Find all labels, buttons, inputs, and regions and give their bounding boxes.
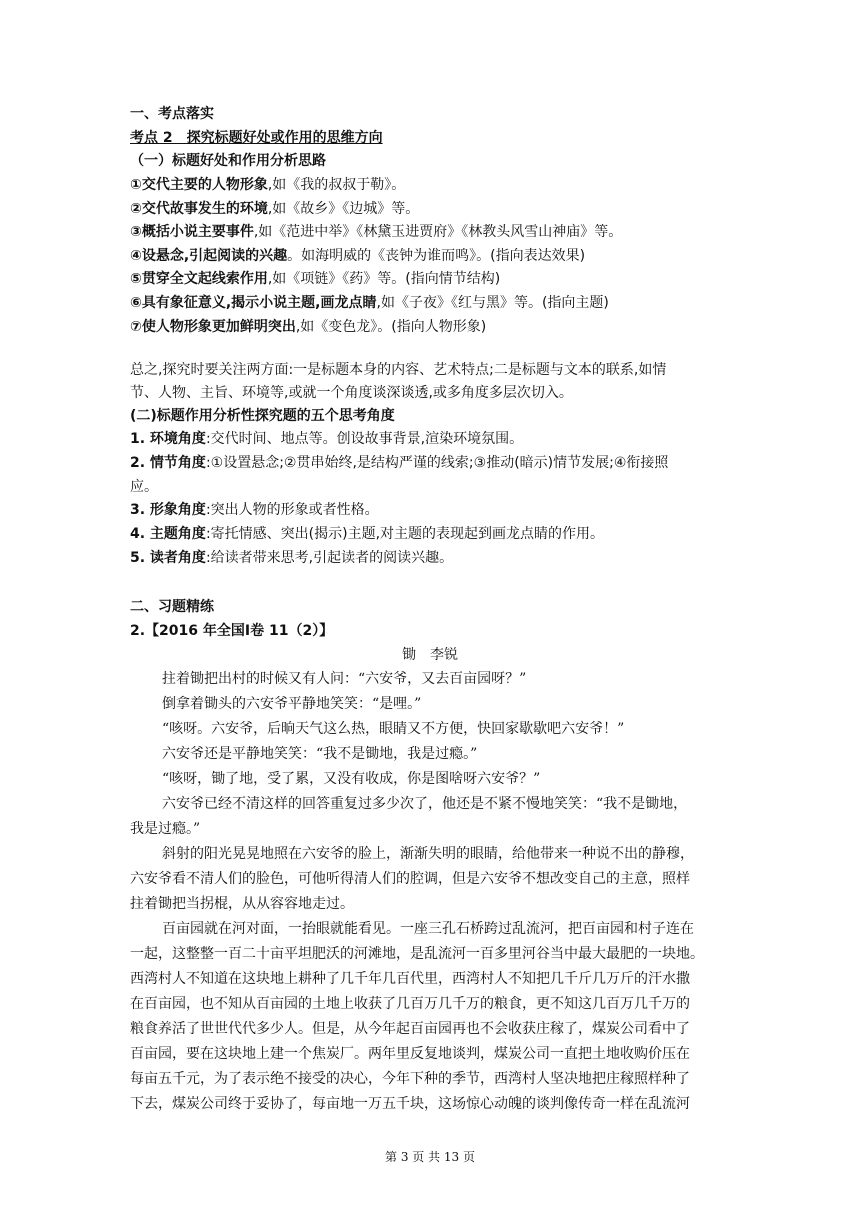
story-line: 倒拿着锄头的六安爷平静地笑笑：“是哩。” (162, 696, 422, 712)
angle-item-text: :突出人物的形象或者性格。 (205, 502, 379, 519)
analysis-item-6 (130, 292, 609, 315)
section-heading-1: 一、考点落实 (130, 106, 214, 122)
subheading-2: (二)标题作用分析性探究题的五个思考角度 (130, 408, 395, 424)
story-line: 在百亩园，也不知从百亩园的土地上收获了几百万几千万的粮食，更不知这几百万几千万的 (130, 996, 690, 1012)
analysis-item-7 (130, 316, 486, 339)
story-line: 六安爷还是平静地笑笑：“我不是锄地，我是过瘾。” (162, 746, 478, 762)
subheading-1: （一）标题好处和作用分析思路 (130, 153, 326, 169)
angle-item-6 (130, 547, 453, 570)
analysis-item-text: ,如《范进中举》《林黛玉进贾府》《林教头风雪山神庙》等。 (253, 224, 623, 241)
analysis-item-text: ,如《变色龙》。(指向人物形象) (295, 318, 487, 335)
story-line: 六安爷已经不清这样的回答重复过多少次了，他还是不紧不慢地笑笑：“我不是锄地， (162, 796, 688, 812)
analysis-item-text: ,如《子夜》《红与黑》等。(指向主题) (376, 295, 609, 311)
angle-item-1 (130, 428, 523, 451)
analysis-item-1 (130, 174, 405, 197)
analysis-item-lead: ③概括小说主要事件 (130, 224, 254, 241)
story-line: “咳呀。六安爷，后晌天气这么热，眼睛又不方便，快回家歇歇吧六安爷！” (162, 721, 625, 737)
analysis-item-text: ,如《项链》《药》等。(指向情节结构) (267, 271, 501, 288)
story-line: 斜射的阳光晃晃地照在六安爷的脸上，渐渐失明的眼睛，给他带来一种说不出的静穆， (162, 846, 694, 862)
analysis-item-lead: ⑤贯穿全文起线索作用 (130, 271, 268, 288)
story-line: 一起，这整整一百二十亩平坦肥沃的河滩地，是乱流河一百多里河谷当中最大最肥的一块地。 (130, 946, 704, 962)
story-line: 六安爷看不清人们的脸色，可他听得清人们的腔调，但是六安爷不想改变自己的主意，照样 (130, 871, 690, 887)
analysis-item-3 (130, 221, 622, 244)
topic-title: 考点 2 探究标题好处或作用的思维方向 (130, 130, 383, 146)
angle-item-2 (130, 452, 668, 475)
analysis-item-lead: ⑥具有象征意义,揭示小说主题,画龙点睛 (130, 295, 377, 311)
story-line: 西湾村人不知道在这块地上耕种了几千年几百代里，西湾村人不知把几千斤几万斤的汗水撒 (130, 971, 690, 987)
story-line: 粮食养活了世世代代多少人。但是，从今年起百亩园再也不会收获庄稼了，煤炭公司看中了 (130, 1021, 690, 1037)
analysis-item-lead: ①交代主要的人物形象 (130, 177, 268, 193)
analysis-item-2 (130, 198, 419, 221)
story-line: 下去，煤炭公司终于妥协了，每亩地一万五千块，这场惊心动魄的谈判像传奇一样在乱流河 (130, 1096, 690, 1112)
angle-item-3 (130, 476, 158, 499)
angle-item-text: :给读者带来思考,引起读者的阅读兴趣。 (205, 550, 454, 566)
story-line: 百亩园就在河对面，一抬眼就能看见。一座三孔石桥跨过乱流河，把百亩园和村子连在 (162, 921, 694, 937)
analysis-item-lead: ⑦使人物形象更加鲜明突出 (130, 318, 296, 335)
angle-item-lead: 4. 主题角度 (130, 526, 206, 543)
page-footer: 第 3 页 共 13 页 (385, 1150, 475, 1164)
story-line: “咳呀，锄了地，受了累，又没有收成，你是图啥呀六安爷？” (162, 771, 541, 787)
story-line: 百亩园，要在这块地上建一个焦炭厂。两年里反复地谈判，煤炭公司一直把土地收购价压在 (130, 1046, 690, 1062)
story-line: 每亩五千元，为了表示绝不接受的决心，今年下种的季节，西湾村人坚决地把庄稼照样种了 (130, 1071, 690, 1087)
angle-item-text: 应。 (130, 478, 158, 495)
story-line: 我是过瘾。” (130, 821, 201, 837)
story-title: 锄 李锐 (402, 647, 458, 663)
summary-line-2: 节、人物、主旨、环境等,或就一个角度谈深谈透,或多角度多层次切入。 (130, 385, 573, 401)
analysis-item-5 (130, 268, 500, 291)
angle-item-lead: 1. 环境角度 (130, 431, 206, 447)
analysis-item-lead: ④设悬念,引起阅读的兴趣 (130, 247, 288, 264)
angle-item-5 (130, 523, 604, 546)
angle-item-lead: 5. 读者角度 (130, 550, 206, 566)
angle-item-text: :交代时间、地点等。创设故事背景,渲染环境氛围。 (205, 431, 524, 447)
angle-item-text: :寄托情感、突出(揭示)主题,对主题的表现起到画龙点睛的作用。 (205, 526, 605, 543)
story-line: 拄着锄把出村的时候又有人问：“六安爷，又去百亩园呀？” (162, 671, 527, 687)
section-heading-2: 二、习题精练 (130, 599, 214, 615)
angle-item-lead: 3. 形象角度 (130, 502, 206, 519)
question-label: 2.【2016 年全国Ⅰ卷 11（2）】 (130, 623, 334, 639)
analysis-item-text: ,如《故乡》《边城》等。 (267, 200, 420, 217)
story-line: 拄着锄把当拐棍，从从容容地走过。 (130, 896, 354, 912)
analysis-item-text: ,如《我的叔叔于勒》。 (267, 177, 406, 193)
angle-item-lead: 2. 情节角度 (130, 454, 206, 471)
analysis-item-4 (130, 245, 585, 268)
analysis-item-text: 。如海明威的《丧钟为谁而鸣》。(指向表达效果) (287, 247, 586, 264)
summary-line-1: 总之,探究时要关注两方面:一是标题本身的内容、艺术特点;二是标题与文本的联系,如情 (130, 362, 667, 378)
angle-item-4 (130, 499, 379, 522)
analysis-item-lead: ②交代故事发生的环境 (130, 200, 268, 217)
angle-item-text: :①设置悬念;②贯串始终,是结构严谨的线索;③推动(暗示)情节发展;④衔接照 (205, 454, 669, 471)
